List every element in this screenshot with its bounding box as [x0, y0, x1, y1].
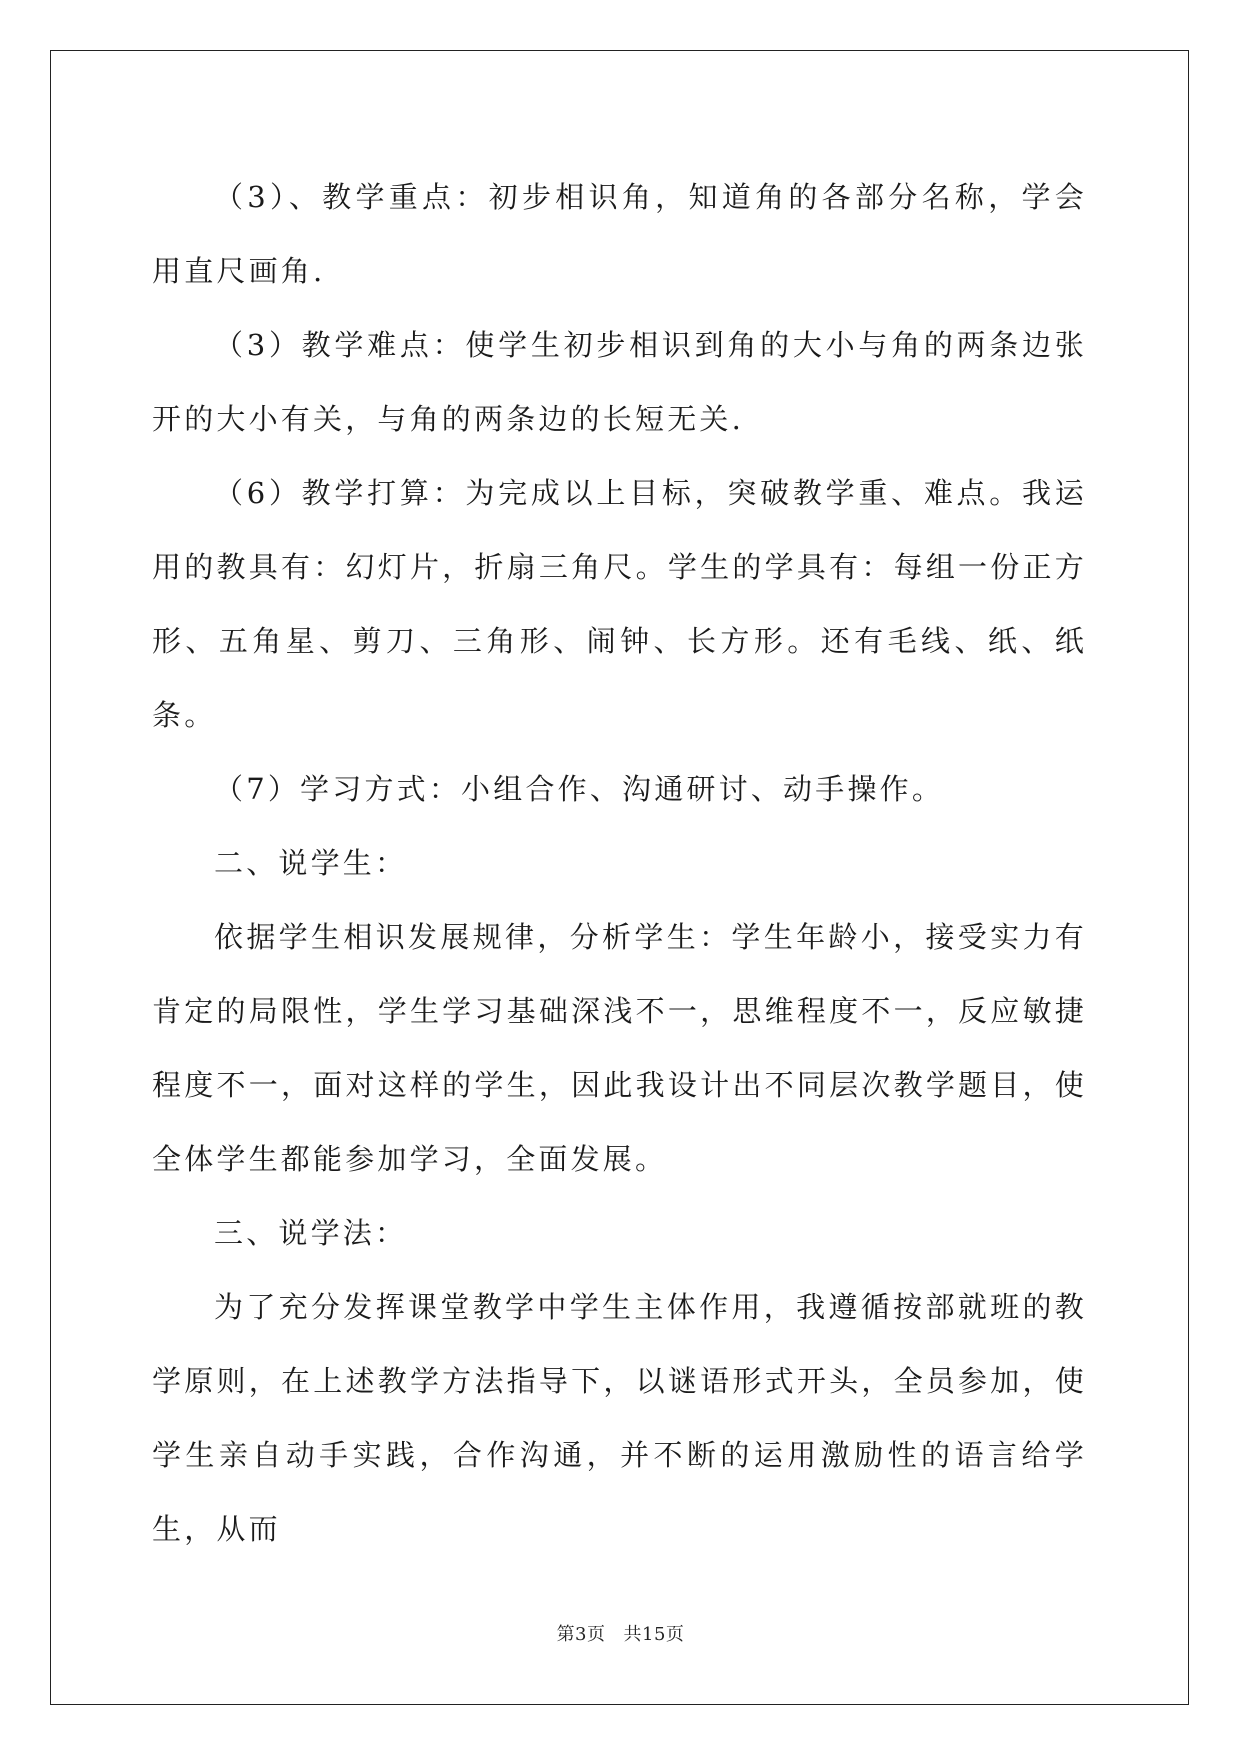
page-number: 第3页 [556, 1624, 606, 1645]
total-pages: 共15页 [623, 1624, 685, 1645]
section-heading-students: 二、说学生： [214, 846, 408, 880]
paragraph-teaching-focus: （3）、教学重点：初步相识角，知道角的各部分名称，学会用直尺画角. [152, 180, 1087, 288]
paragraph-learning-methods: 为了充分发挥课堂教学中学生主体作用，我遵循按部就班的教学原则，在上述教学方法指导下，以谜语形式开头，全员参加，使学生亲自动手实践，合作沟通，并不断的运用激励性的语言给学生，从而 [152, 1290, 1087, 1546]
paragraph-learning-method: （7）学习方式：小组合作、沟通研讨、动手操作。 [214, 772, 945, 806]
page-footer [0, 1620, 1241, 1646]
paragraph-teaching-difficulty: （3）教学难点：使学生初步相识到角的大小与角的两条边张开的大小有关，与角的两条边的长短无关. [152, 328, 1087, 436]
paragraph-teaching-preparation: （6）教学打算：为完成以上目标，突破教学重、难点。我运用的教具有：幻灯片，折扇三角尺。学生的学具有：每组一份正方形、五角星、剪刀、三角形、闹钟、长方形。还有毛线、纸、纸条。 [152, 476, 1087, 732]
section-heading-learning-methods: 三、说学法： [214, 1216, 408, 1250]
document-body [152, 160, 1087, 1566]
paragraph-student-analysis: 依据学生相识发展规律，分析学生：学生年龄小，接受实力有肯定的局限性，学生学习基础深浅不一，思维程度不一，反应敏捷程度不一，面对这样的学生，因此我设计出不同层次教学题目，使全体学生都能参加学习，全面发展。 [152, 920, 1087, 1176]
